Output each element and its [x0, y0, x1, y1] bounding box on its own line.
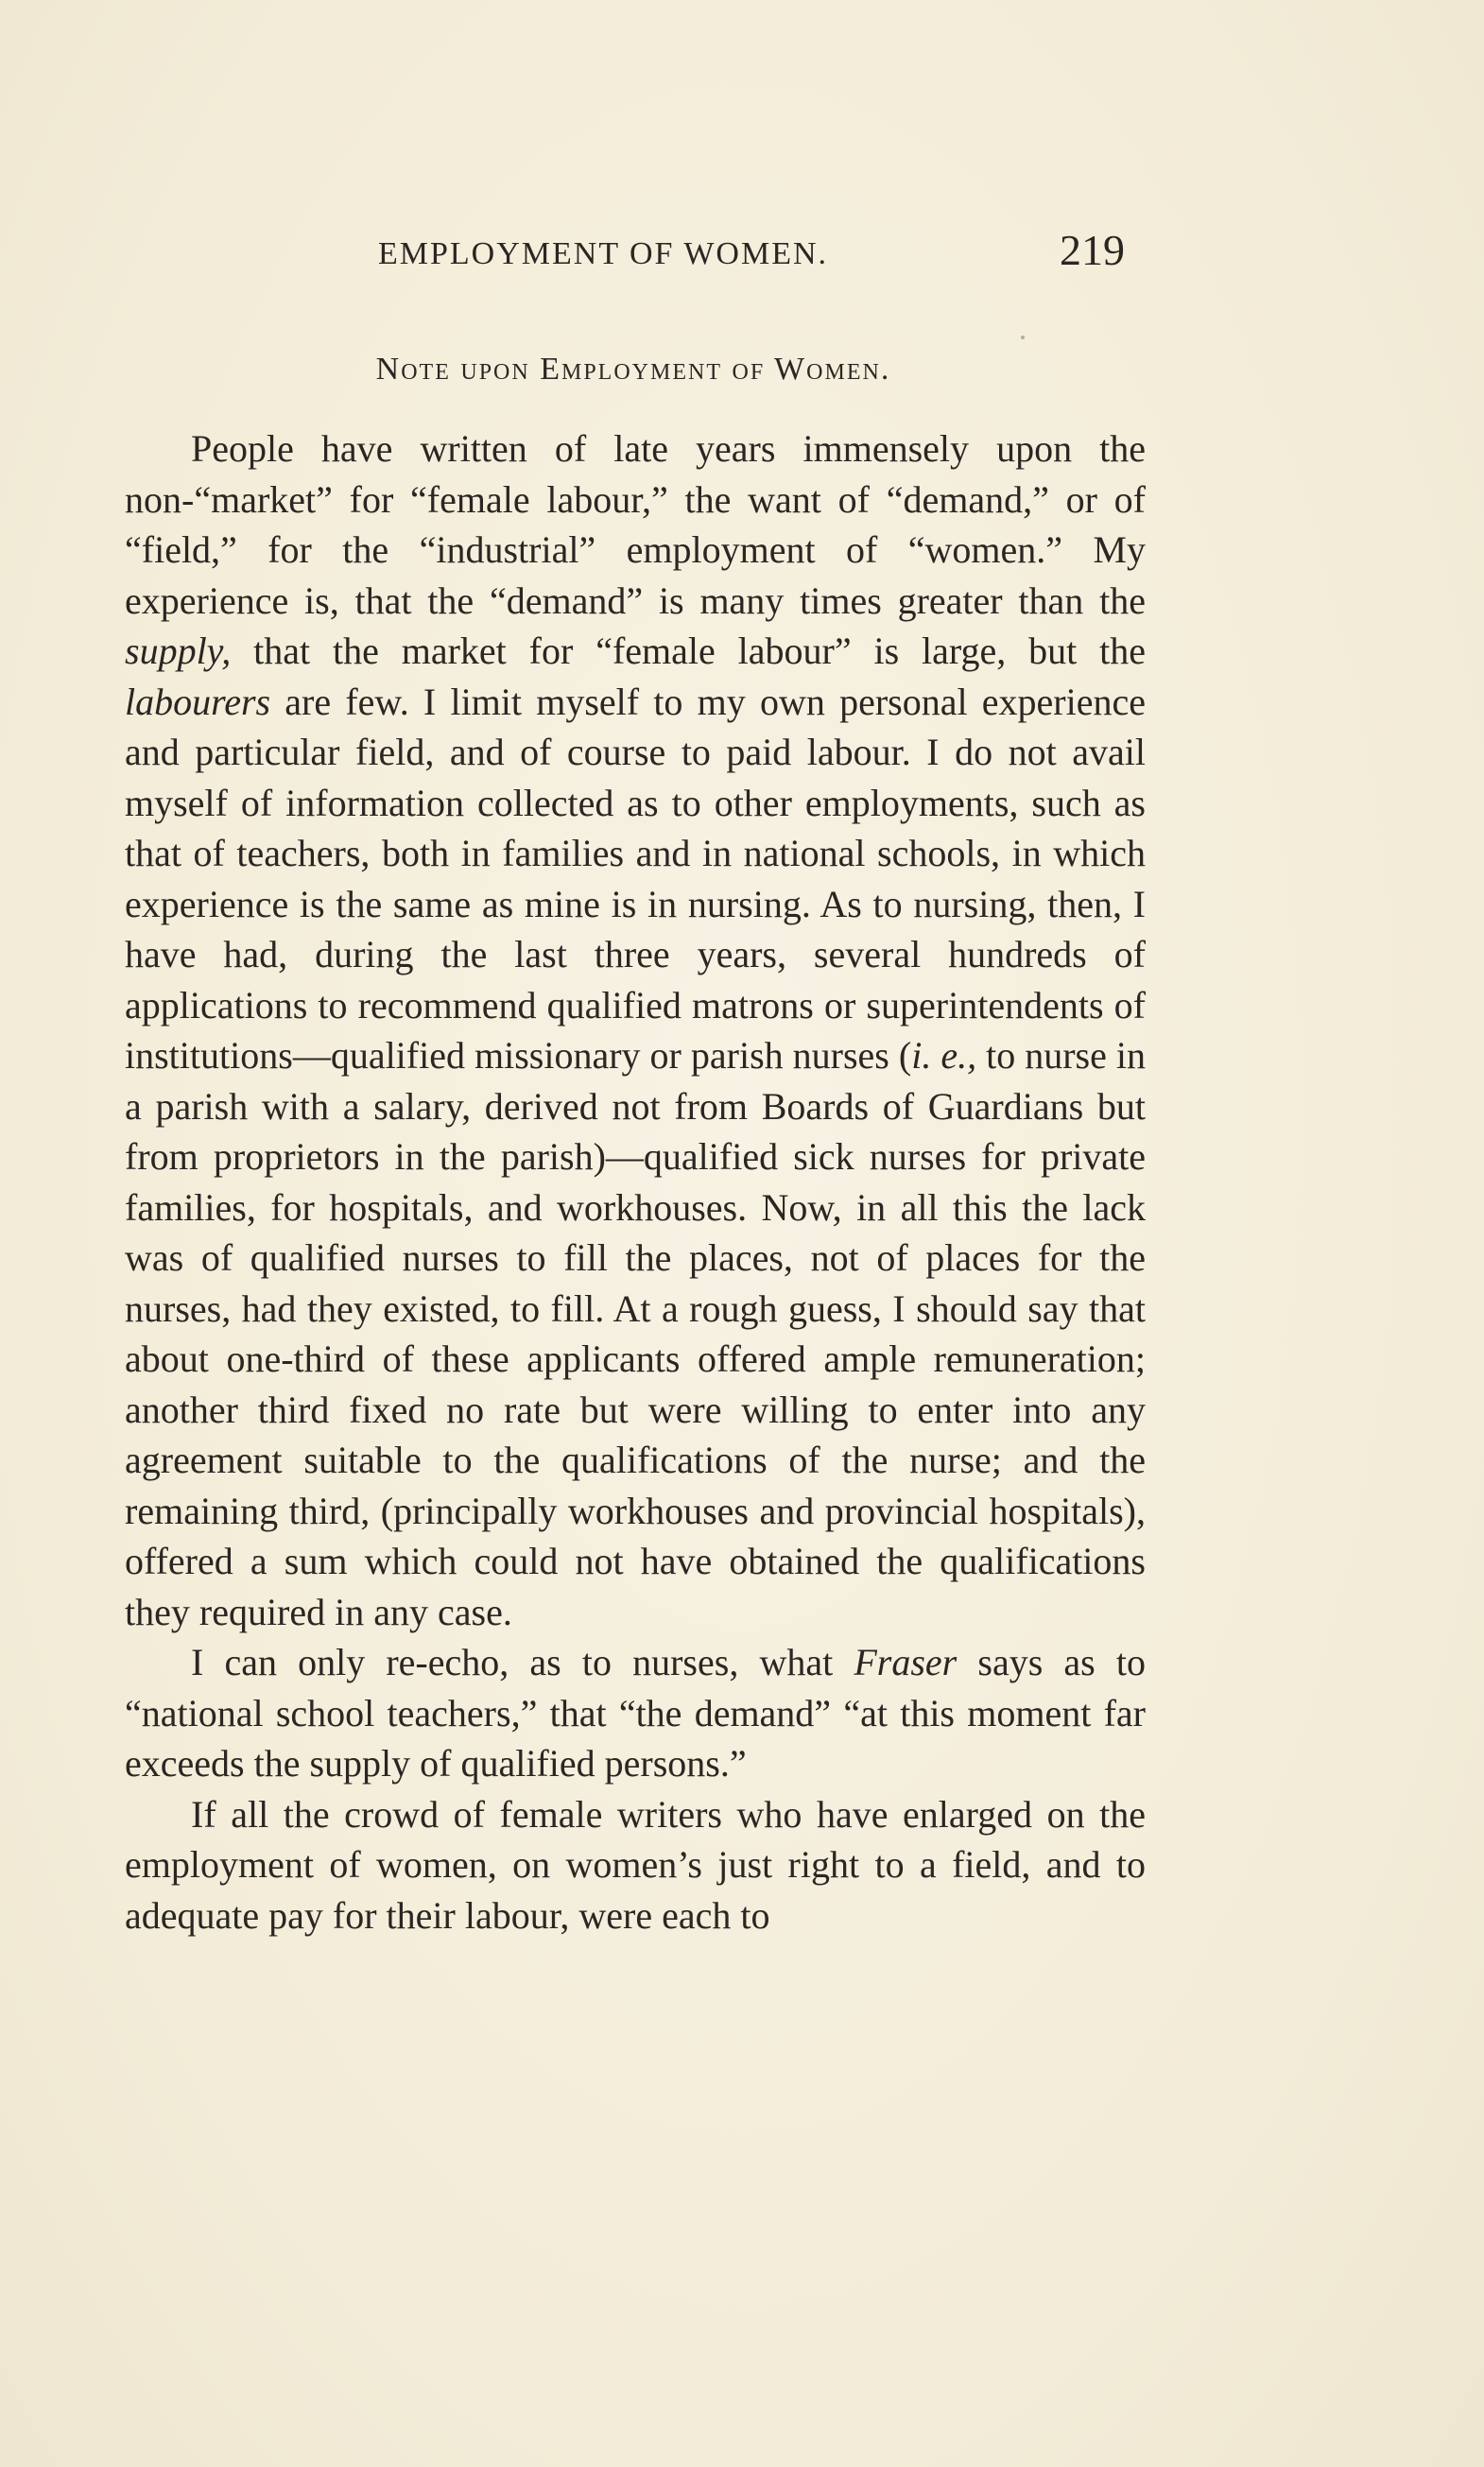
running-title: EMPLOYMENT OF WOMEN.: [378, 236, 829, 271]
paragraph: [125, 423, 1146, 1637]
italic-text: supply,: [125, 630, 232, 672]
text-run: says as to “national school teachers,” that “the demand” “at this moment far exceeds the supply of qualified persons.”: [125, 1641, 1146, 1785]
text-run: People have written of late years immensely upon the non-“market” for “female labour,” the want of “demand,” or of “field,” for the “industrial” employment of “women.” My experience is, that the “demand” is many times greater than the: [125, 427, 1146, 622]
paragraph: [125, 1789, 1146, 1941]
italic-text: Fraser: [854, 1641, 958, 1683]
paragraph: [125, 1637, 1146, 1789]
paper-speck: [1021, 336, 1025, 339]
text-run: I can only re-echo, as to nurses, what: [191, 1641, 854, 1683]
page-number: 219: [1060, 226, 1125, 274]
text-run: that the market for “female labour” is large, but the: [231, 630, 1146, 672]
section-title: Note upon Employment of Women.: [375, 352, 891, 387]
italic-text: i. e.,: [911, 1034, 977, 1077]
text-run: are few. I limit myself to my own personal experience and particular field, and of course to paid labour. I do not avail myself of information collected as to other employments, such as that of teachers, both in families and in national schools, in which experience is the same as mine is in nursing. As to nursing, then, I have had, during the last three years, several hundreds of applications to recommend qualified matrons or superintendents of institutions—qualified missionary or parish nurses (: [125, 680, 1146, 1077]
text-run: If all the crowd of female writers who have enlarged on the employment of women, on women’s just right to a field, and to adequate pay for their labour, were each to: [125, 1792, 1146, 1937]
text-run: to nurse in a parish with a salary, derived not from Boards of Guardians but from proprietors in the parish)—qualified sick nurses for private families, for hospitals, and workhouses. Now, in all this the lack was of qualified nurses to fill the places, not of places for the nurses, had they existed, to fill. At a rough guess, I should say that about one-third of these applicants offered ample remuneration; another third fixed no rate but were willing to enter into any agreement suitable to the qualifications of the nurse; and the remaining third, (principally workhouses and provincial hospitals), offered a sum which could not have obtained the qualifications they required in any case.: [125, 1034, 1146, 1633]
italic-text: labourers: [125, 680, 271, 723]
body-text: [125, 423, 1146, 1941]
running-head: [123, 219, 1125, 285]
